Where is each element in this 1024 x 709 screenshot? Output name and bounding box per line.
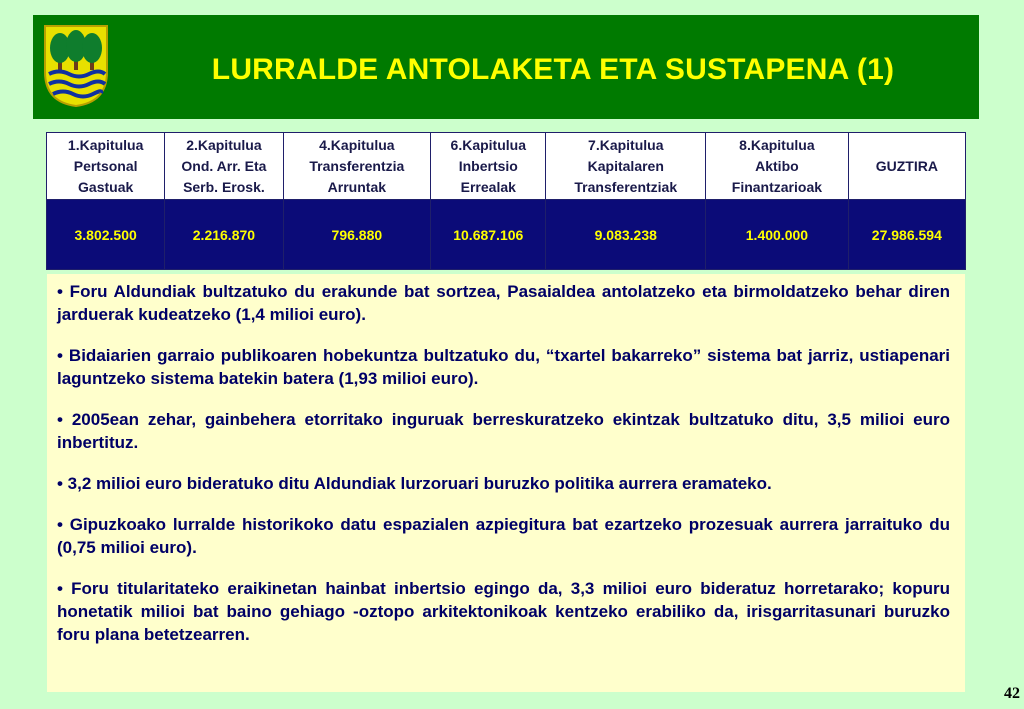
column-header: 6.Kapitulua Inbertsio Errealak [431, 133, 546, 200]
gipuzkoa-coat-of-arms-icon [43, 24, 109, 108]
column-header: 7.Kapitulua Kapitalaren Transferentziak [546, 133, 706, 200]
column-header: 1.Kapitulua Pertsonal Gastuak [47, 133, 165, 200]
header-banner [33, 15, 979, 119]
content-box [47, 274, 965, 692]
bullet-item: • Bidaiarien garraio publikoaren hobekuntza bultzatuko du, “txartel bakarreko” sistema bat jarriz, ustiapenari laguntzeko sistema batekin batera (1,93 milioi euro). [57, 346, 950, 388]
table-values-row [47, 200, 966, 270]
table-cell-value: 796.880 [283, 200, 431, 270]
page-title: LURRALDE ANTOLAKETA ETA SUSTAPENA (1) [211, 53, 895, 86]
bullet-list [57, 280, 950, 664]
total-header: GUZTIRA [848, 133, 965, 200]
total-value: 27.986.594 [848, 200, 965, 270]
page-number: 42 [1004, 685, 1020, 702]
column-header: 8.Kapitulua Aktibo Finantzarioak [706, 133, 849, 200]
table-cell-value: 2.216.870 [165, 200, 283, 270]
bullet-item: • 2005ean zehar, gainbehera etorritako inguruak berreskuratzeko ekintzak bultzatuko ditu, 3,5 milioi euro inbertituz. [57, 410, 950, 452]
column-header: 4.Kapitulua Transferentzia Arruntak [283, 133, 431, 200]
bullet-item: • Foru titularitateko eraikinetan hainbat inbertsio egingo da, 3,3 milioi euro bideratuz horretarako; kopuru honetatik milioi bat baino gehiago -oztopo arkitektonikoak kentzeko erabiliko da, irisgarritasunari buruzko foru plana betetzearren. [57, 579, 950, 644]
bullet-item: • Gipuzkoako lurralde historikoko datu espazialen azpiegitura bat ezartzeko prozesuak aurrera jarraituko du (0,75 milioi euro). [57, 515, 950, 557]
table-cell-value: 9.083.238 [546, 200, 706, 270]
table-cell-value: 3.802.500 [47, 200, 165, 270]
table-header-row [47, 133, 966, 200]
budget-table [46, 132, 966, 270]
bullet-item: • Foru Aldundiak bultzatuko du erakunde bat sortzea, Pasaialdea antolatzeko eta birmoldatzeko behar diren jarduerak kudeatzeko (1,4 milioi euro). [57, 282, 950, 324]
table-cell-value: 1.400.000 [706, 200, 849, 270]
bullet-item: • 3,2 milioi euro bideratuko ditu Aldundiak lurzoruari buruzko politika aurrera eramateko. [57, 474, 772, 493]
table-cell-value: 10.687.106 [431, 200, 546, 270]
column-header: 2.Kapitulua Ond. Arr. Eta Serb. Erosk. [165, 133, 283, 200]
